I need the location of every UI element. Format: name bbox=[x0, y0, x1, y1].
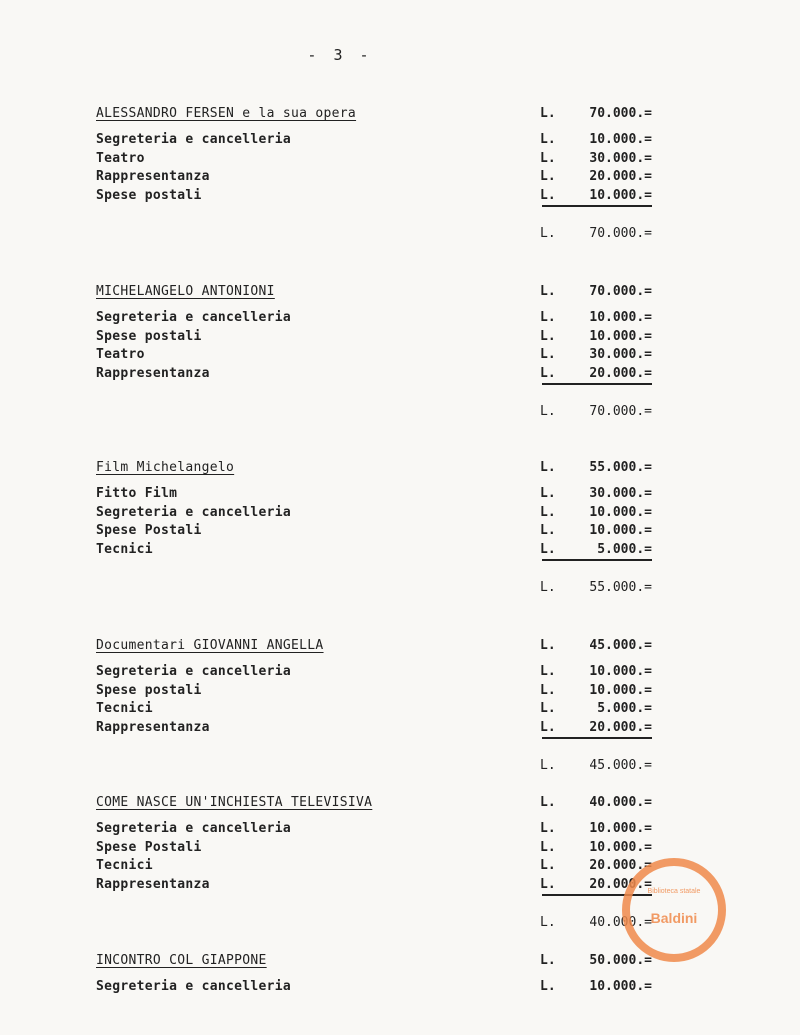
section-heading bbox=[0, 793, 800, 812]
line-item-amount: 5.000.= bbox=[597, 541, 652, 557]
currency-label: L. bbox=[540, 365, 556, 381]
section-heading-label: Documentari GIOVANNI ANGELLA bbox=[96, 638, 324, 653]
currency-label: L. bbox=[540, 953, 556, 968]
line-item-amount: 30.000.= bbox=[589, 486, 652, 501]
line-item-label: Segreteria e cancelleria bbox=[96, 821, 292, 836]
line-item bbox=[0, 130, 800, 149]
line-item bbox=[0, 167, 800, 186]
line-item bbox=[0, 364, 800, 383]
currency-label: L. bbox=[540, 541, 556, 557]
line-item-amount: 20.000.= bbox=[589, 719, 652, 735]
currency-label: L. bbox=[540, 795, 556, 810]
line-item bbox=[0, 681, 800, 700]
line-item-amount: 10.000.= bbox=[589, 979, 652, 994]
section-heading-amount: 55.000.= bbox=[589, 460, 652, 475]
line-item-label: Rappresentanza bbox=[96, 876, 210, 892]
currency-label: L. bbox=[540, 758, 556, 774]
currency-label: L. bbox=[540, 858, 556, 874]
currency-label: L. bbox=[540, 284, 556, 299]
currency-label: L. bbox=[540, 310, 556, 325]
section-total-amount: 45.000.= bbox=[589, 758, 652, 774]
currency-label: L. bbox=[540, 638, 556, 653]
currency-label: L. bbox=[540, 876, 556, 892]
section-total-amount: 40.000.= bbox=[589, 915, 652, 931]
line-item bbox=[0, 484, 800, 503]
line-item-amount: 10.000.= bbox=[589, 187, 652, 203]
line-item-amount: 10.000.= bbox=[589, 682, 652, 698]
line-item bbox=[0, 503, 800, 522]
page-number: - 3 - bbox=[307, 46, 373, 64]
section-total-amount: 70.000.= bbox=[589, 404, 652, 420]
currency-label: L. bbox=[540, 523, 556, 539]
line-item-label: Segreteria e cancelleria bbox=[96, 132, 292, 147]
currency-label: L. bbox=[540, 915, 556, 931]
section-heading-amount: 70.000.= bbox=[589, 284, 652, 299]
currency-label: L. bbox=[540, 839, 556, 855]
section-heading-amount: 40.000.= bbox=[589, 795, 652, 810]
currency-label: L. bbox=[540, 187, 556, 203]
currency-label: L. bbox=[540, 682, 556, 698]
line-item-label: Rappresentanza bbox=[96, 365, 210, 381]
line-item-amount: 20.000.= bbox=[589, 169, 652, 185]
line-item-amount: 30.000.= bbox=[589, 347, 652, 363]
section-total bbox=[0, 224, 800, 243]
section-total bbox=[0, 756, 800, 775]
currency-label: L. bbox=[540, 486, 556, 501]
line-item-amount: 10.000.= bbox=[589, 504, 652, 520]
currency-label: L. bbox=[540, 347, 556, 363]
line-item-amount: 10.000.= bbox=[589, 328, 652, 344]
line-item-amount: 10.000.= bbox=[589, 310, 652, 325]
line-item-label: Tecnici bbox=[96, 858, 153, 874]
total-rule bbox=[542, 737, 652, 739]
line-item bbox=[0, 149, 800, 168]
line-item-amount: 10.000.= bbox=[589, 821, 652, 836]
section-heading-amount: 70.000.= bbox=[589, 106, 652, 121]
stamp-line1: Biblioteca statale bbox=[647, 888, 701, 895]
library-stamp bbox=[622, 858, 726, 962]
line-item-label: Spese postali bbox=[96, 187, 202, 203]
section-heading-label: INCONTRO COL GIAPPONE bbox=[96, 953, 267, 968]
currency-label: L. bbox=[540, 821, 556, 836]
line-item bbox=[0, 521, 800, 540]
section-heading-label: COME NASCE UN'INCHIESTA TELEVISIVA bbox=[96, 795, 373, 810]
line-item bbox=[0, 186, 800, 205]
currency-label: L. bbox=[540, 460, 556, 475]
currency-label: L. bbox=[540, 504, 556, 520]
section-heading-amount: 45.000.= bbox=[589, 638, 652, 653]
line-item-label: Segreteria e cancelleria bbox=[96, 310, 292, 325]
currency-label: L. bbox=[540, 719, 556, 735]
currency-label: L. bbox=[540, 169, 556, 185]
section-heading bbox=[0, 458, 800, 477]
line-item bbox=[0, 819, 800, 838]
line-item-amount: 20.000.= bbox=[589, 876, 652, 892]
section-total bbox=[0, 402, 800, 421]
stamp-line2: Baldini bbox=[650, 910, 698, 926]
currency-label: L. bbox=[540, 580, 556, 596]
line-item-amount: 10.000.= bbox=[589, 132, 652, 147]
currency-label: L. bbox=[540, 226, 556, 242]
section-heading-label: Film Michelangelo bbox=[96, 460, 235, 475]
section-total bbox=[0, 578, 800, 597]
line-item bbox=[0, 540, 800, 559]
section-heading bbox=[0, 636, 800, 655]
currency-label: L. bbox=[540, 404, 556, 420]
total-rule bbox=[542, 559, 652, 561]
line-item-label: Teatro bbox=[96, 150, 145, 166]
line-item-amount: 20.000.= bbox=[589, 858, 652, 874]
section-heading bbox=[0, 282, 800, 301]
line-item-label: Segreteria e cancelleria bbox=[96, 664, 292, 679]
line-item-amount: 5.000.= bbox=[597, 701, 652, 717]
line-item bbox=[0, 327, 800, 346]
total-rule bbox=[542, 205, 652, 207]
line-item bbox=[0, 718, 800, 737]
line-item-label: Spese Postali bbox=[96, 523, 202, 539]
line-item-label: Segreteria e cancelleria bbox=[96, 504, 292, 520]
line-item-label: Spese postali bbox=[96, 682, 202, 698]
line-item bbox=[0, 308, 800, 327]
line-item-amount: 10.000.= bbox=[589, 839, 652, 855]
line-item bbox=[0, 699, 800, 718]
line-item-label: Tecnici bbox=[96, 701, 153, 717]
line-item-amount: 10.000.= bbox=[589, 664, 652, 679]
line-item-label: Segreteria e cancelleria bbox=[96, 979, 292, 994]
line-item-label: Rappresentanza bbox=[96, 719, 210, 735]
currency-label: L. bbox=[540, 106, 556, 121]
section-heading bbox=[0, 104, 800, 123]
currency-label: L. bbox=[540, 132, 556, 147]
currency-label: L. bbox=[540, 664, 556, 679]
section-heading-amount: 50.000.= bbox=[589, 953, 652, 968]
line-item bbox=[0, 838, 800, 857]
line-item-label: Tecnici bbox=[96, 541, 153, 557]
currency-label: L. bbox=[540, 328, 556, 344]
section-total-amount: 55.000.= bbox=[589, 580, 652, 596]
line-item-label: Fitto Film bbox=[96, 486, 178, 501]
line-item-amount: 10.000.= bbox=[589, 523, 652, 539]
line-item bbox=[0, 662, 800, 681]
line-item-label: Teatro bbox=[96, 347, 145, 363]
section-total-amount: 70.000.= bbox=[589, 226, 652, 242]
line-item-label: Spese postali bbox=[96, 328, 202, 344]
section-heading-label: MICHELANGELO ANTONIONI bbox=[96, 284, 275, 299]
section-heading-label: ALESSANDRO FERSEN e la sua opera bbox=[96, 106, 357, 121]
line-item-amount: 20.000.= bbox=[589, 365, 652, 381]
line-item-label: Spese Postali bbox=[96, 839, 202, 855]
total-rule bbox=[542, 383, 652, 385]
line-item-amount: 30.000.= bbox=[589, 150, 652, 166]
line-item-label: Rappresentanza bbox=[96, 169, 210, 185]
currency-label: L. bbox=[540, 150, 556, 166]
line-item bbox=[0, 345, 800, 364]
line-item bbox=[0, 977, 800, 996]
currency-label: L. bbox=[540, 701, 556, 717]
currency-label: L. bbox=[540, 979, 556, 994]
